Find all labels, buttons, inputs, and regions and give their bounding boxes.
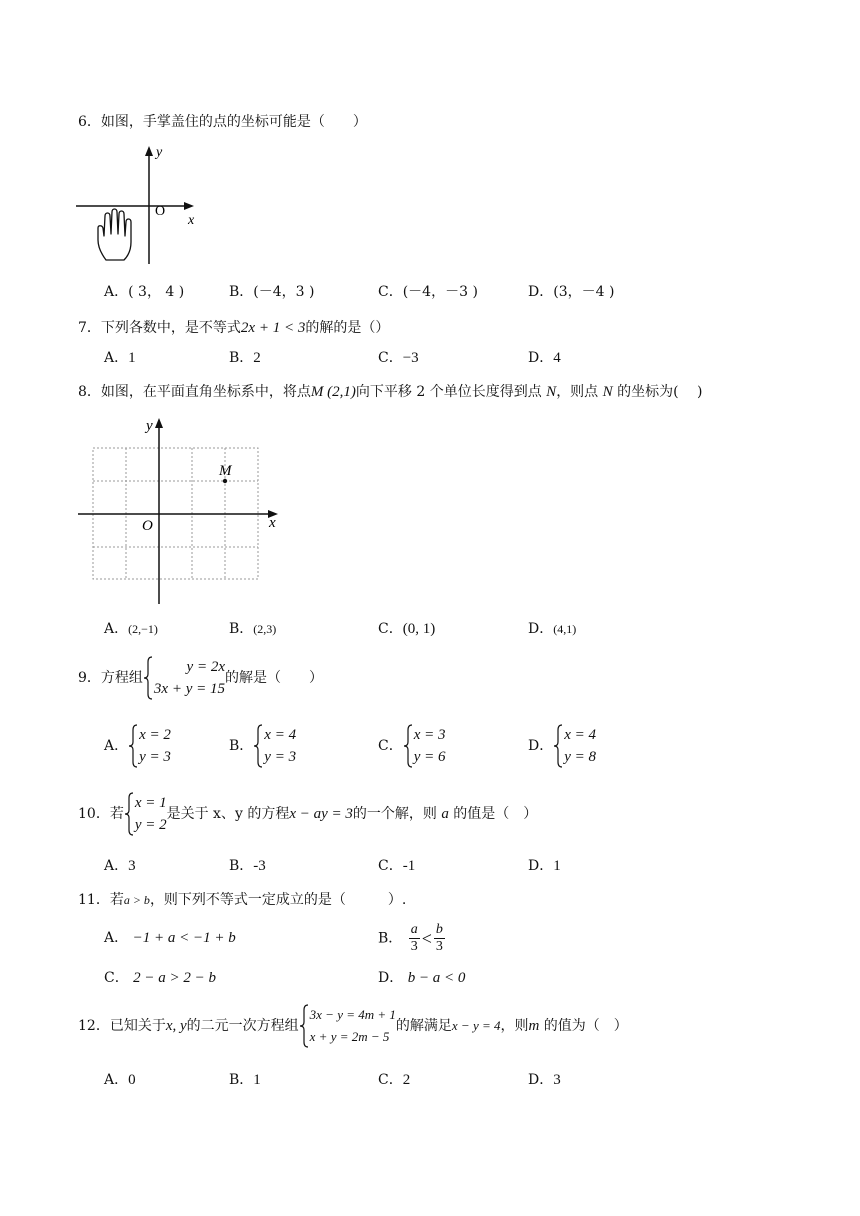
q9-option-b[interactable]: B． x = 4 y = 3 (229, 727, 297, 765)
q12-option-b[interactable]: B．1 (229, 1072, 261, 1088)
q12-equation-system: 3x − y = 4m + 1 x + y = 2m − 5 (299, 1004, 396, 1048)
q8-option-b[interactable]: B．(2,3) (229, 621, 277, 637)
q9-option-a[interactable]: A． x = 2 y = 3 (104, 727, 171, 765)
q10-option-d[interactable]: D．1 (528, 858, 561, 874)
q12-option-a[interactable]: A．0 (104, 1072, 136, 1088)
q9-stem: 9．方程组 y = 2x 3x + y = 15 的解是（ ） (78, 656, 323, 700)
q6-axis-x: x (188, 213, 195, 228)
q6-option-c[interactable]: C．(－4，－3 ) (378, 284, 478, 300)
q10-equation-system: x = 1 y = 2 (124, 792, 167, 836)
q9-option-d[interactable]: D． x = 4 y = 8 (528, 727, 597, 765)
q12-option-d[interactable]: D．3 (528, 1072, 561, 1088)
q12-stem: 12．已知关于x, y的二元一次方程组 3x − y = 4m + 1 x + y = 2m − 5 的解满足x − y = 4，则m 的值为（ ） (78, 1004, 628, 1048)
q10-option-b[interactable]: B．-3 (229, 858, 266, 874)
q6-stem: 6．如图，手掌盖住的点的坐标可能是（ ） (78, 114, 367, 130)
q8-label-m: M (219, 463, 232, 479)
q6-option-b[interactable]: B．(－4，3 ) (229, 284, 315, 300)
q6-axis-y: y (156, 145, 163, 160)
q6-option-a[interactable]: A．( 3， 4 ) (104, 284, 185, 300)
q8-stem: 8．如图，在平面直角坐标系中，将点M (2,1)向下平移 2 个单位长度得到点 N，则点 N 的坐标为( ) (78, 384, 703, 400)
q11-option-d[interactable]: D． b − a < 0 (378, 970, 466, 986)
q8-axis-y: y (146, 418, 153, 434)
q10-option-c[interactable]: C．-1 (378, 858, 416, 874)
q8-axis-x: x (269, 515, 276, 531)
q8-option-c[interactable]: C．(0, 1) (378, 621, 436, 637)
q8-option-d[interactable]: D．(4,1) (528, 621, 577, 637)
q9-option-c[interactable]: C． x = 3 y = 6 (378, 727, 446, 765)
q12-option-c[interactable]: C．2 (378, 1072, 411, 1088)
q7-option-b[interactable]: B．2 (229, 350, 261, 366)
q11-option-a[interactable]: A． −1 + a < −1 + b (104, 930, 236, 946)
point-m (223, 479, 227, 483)
q8-origin: O (142, 518, 153, 534)
q8-option-a[interactable]: A．(2,−1) (104, 621, 158, 637)
q7-stem: 7．下列各数中，是不等式2x + 1 < 3的解的是（） (78, 320, 390, 336)
q7-option-c[interactable]: C．−3 (378, 350, 419, 366)
q7-option-d[interactable]: D．4 (528, 350, 561, 366)
q10-stem: 10．若 x = 1 y = 2 是关于 x、y 的方程x − ay = 3的一个解，则 a 的值是（ ） (78, 792, 537, 836)
q6-option-d[interactable]: D．(3，－4 ) (528, 284, 615, 300)
q7-option-a[interactable]: A．1 (104, 350, 136, 366)
q6-figure (76, 142, 202, 266)
q6-origin: O (155, 204, 166, 219)
hand-icon (98, 209, 131, 260)
q11-option-c[interactable]: C． 2 − a > 2 − b (104, 970, 217, 986)
q11-option-b[interactable]: B． $\frac{a}{3}$ < $\frac{b}{3}$ (378, 922, 443, 954)
q10-option-a[interactable]: A．3 (104, 858, 136, 874)
q8-coordinate-grid (76, 414, 286, 608)
q9-equation-system: y = 2x 3x + y = 15 (143, 656, 225, 700)
q11-stem: 11．若a > b，则下列不等式一定成立的是（ ）. (78, 892, 407, 908)
